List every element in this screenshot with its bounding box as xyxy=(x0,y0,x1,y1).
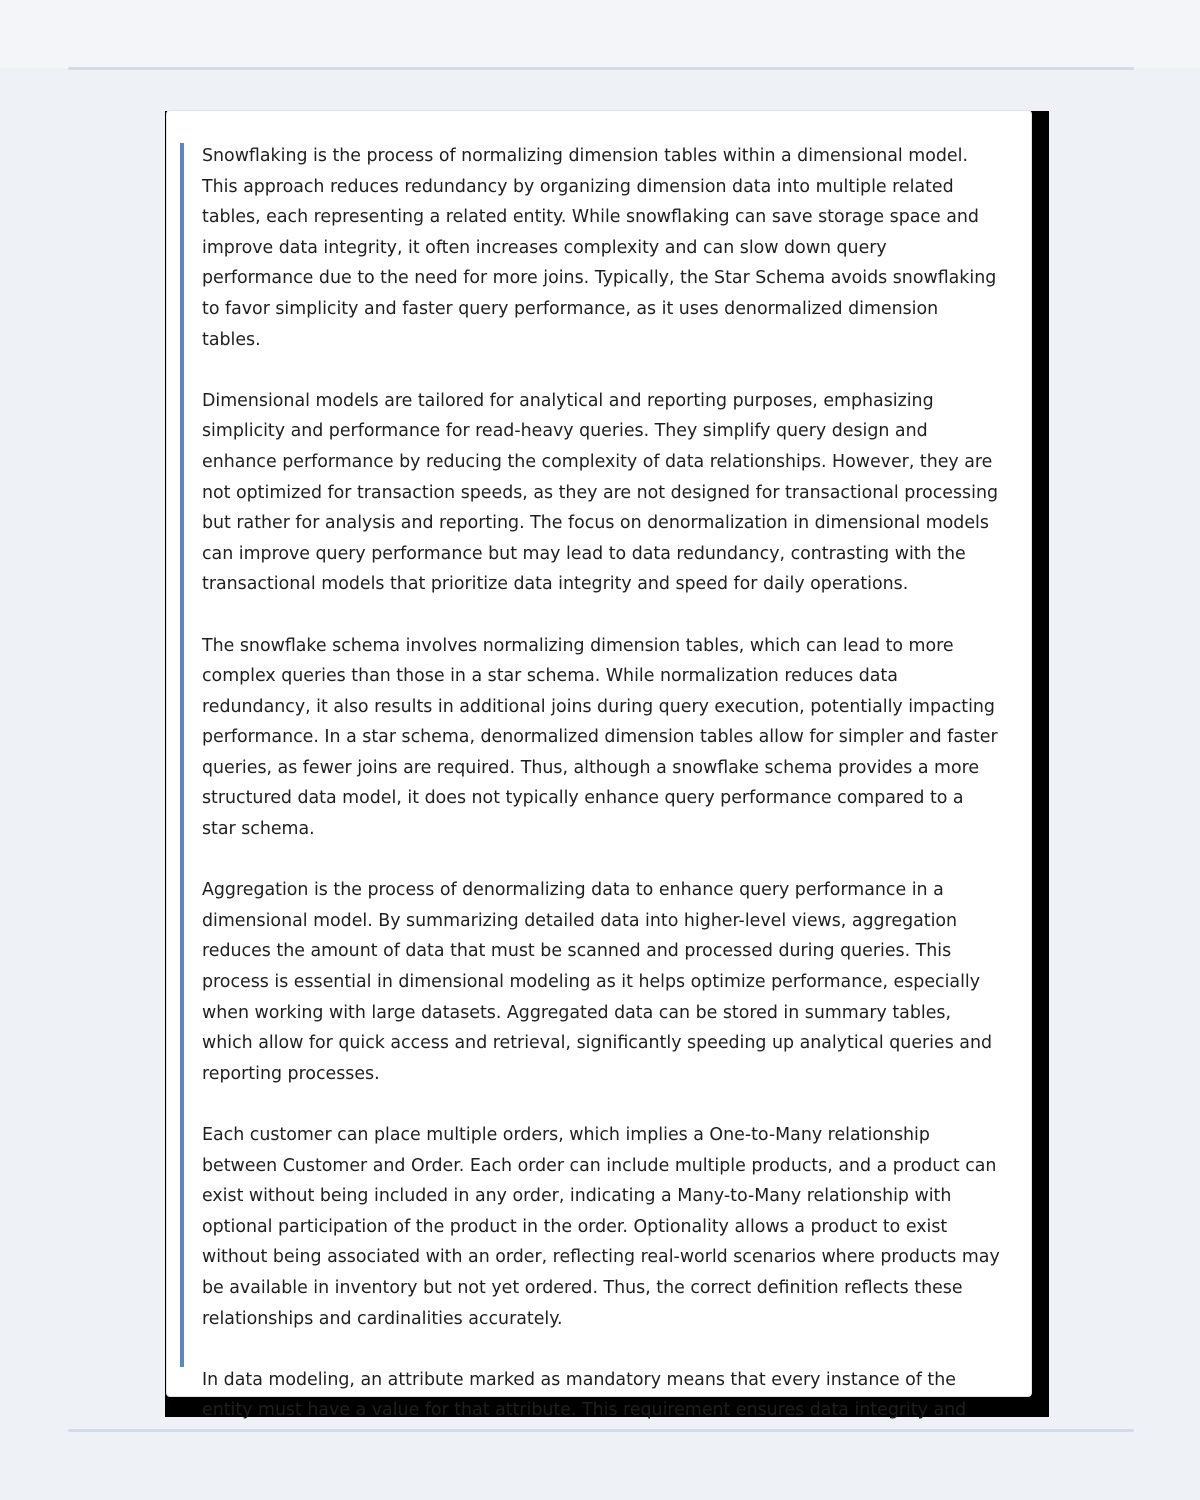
paragraph-4: Aggregation is the process of denormalizing data to enhance query performance in a dimensional model. By summarizing detailed data into higher-level views, aggregation reduces the amount of data that must be scanned and processed during queries. This process is essential in dimensional modeling as it helps optimize performance, especially when working with large datasets. Aggregated data can be stored in summary tables, which allow for quick access and retrieval, significantly speeding up analytical queries and reporting processes. xyxy=(202,880,992,1084)
paragraph-6: In data modeling, an attribute marked as mandatory means that every instance of the entity must have a value for that attribute. This requirement ensures data integrity and xyxy=(202,1369,967,1421)
paragraph-3: The snowflake schema involves normalizing dimension tables, which can lead to more complex queries than those in a star schema. While normalization reduces data redundancy, it also results in additional joins during query execution, potentially impacting performance. In a star schema, denormalized dimension tables allow for simpler and faster queries, as fewer joins are required. Thus, although a snowflake schema provides a more structured data model, it does not typically enhance query performance compared to a star schema. xyxy=(202,635,998,840)
document-card xyxy=(166,110,1032,1421)
blockquote-accent-bar xyxy=(180,143,184,1367)
bottom-divider xyxy=(68,1429,1134,1432)
paragraph-1: Snowflaking is the process of normalizing dimension tables within a dimensional model. This approach reduces redundancy by organizing dimension data into multiple related tables, each representing a related entity. While snowflaking can save storage space and improve data integrity, it often increases complexity and can slow down query performance due to the need for more joins. Typically, the Star Schema avoids snowflaking to favor simplicity and faster query performance, as it uses denormalized dimension tables. xyxy=(202,146,997,350)
paragraph-2: Dimensional models are tailored for analytical and reporting purposes, emphasizing simplicity and performance for read-heavy queries. They simplify query design and enhance performance by reducing the complexity of data relationships. However, they are not optimized for transaction speeds, as they are not designed for transactional processing but rather for analysis and reporting. The focus on denormalization in dimensional models can improve query performance but may lead to data redundancy, contrasting with the transactional models that prioritize data integrity and speed for daily operations. xyxy=(202,390,999,595)
paragraph-5: Each customer can place multiple orders, which implies a One-to-Many relationship between Customer and Order. Each order can include multiple products, and a product can exist without being included in any order, indicating a Many-to-Many relationship with optional participation of the product in the order. Optionality allows a product to exist without being associated with an order, reflecting real-world scenarios where products may be available in inventory but not yet ordered. Thus, the correct definition reflects these relationships and cardinalities accurately. xyxy=(202,1125,1000,1329)
top-divider xyxy=(68,67,1134,70)
document-content xyxy=(202,141,1002,1457)
top-bar xyxy=(0,0,1200,68)
